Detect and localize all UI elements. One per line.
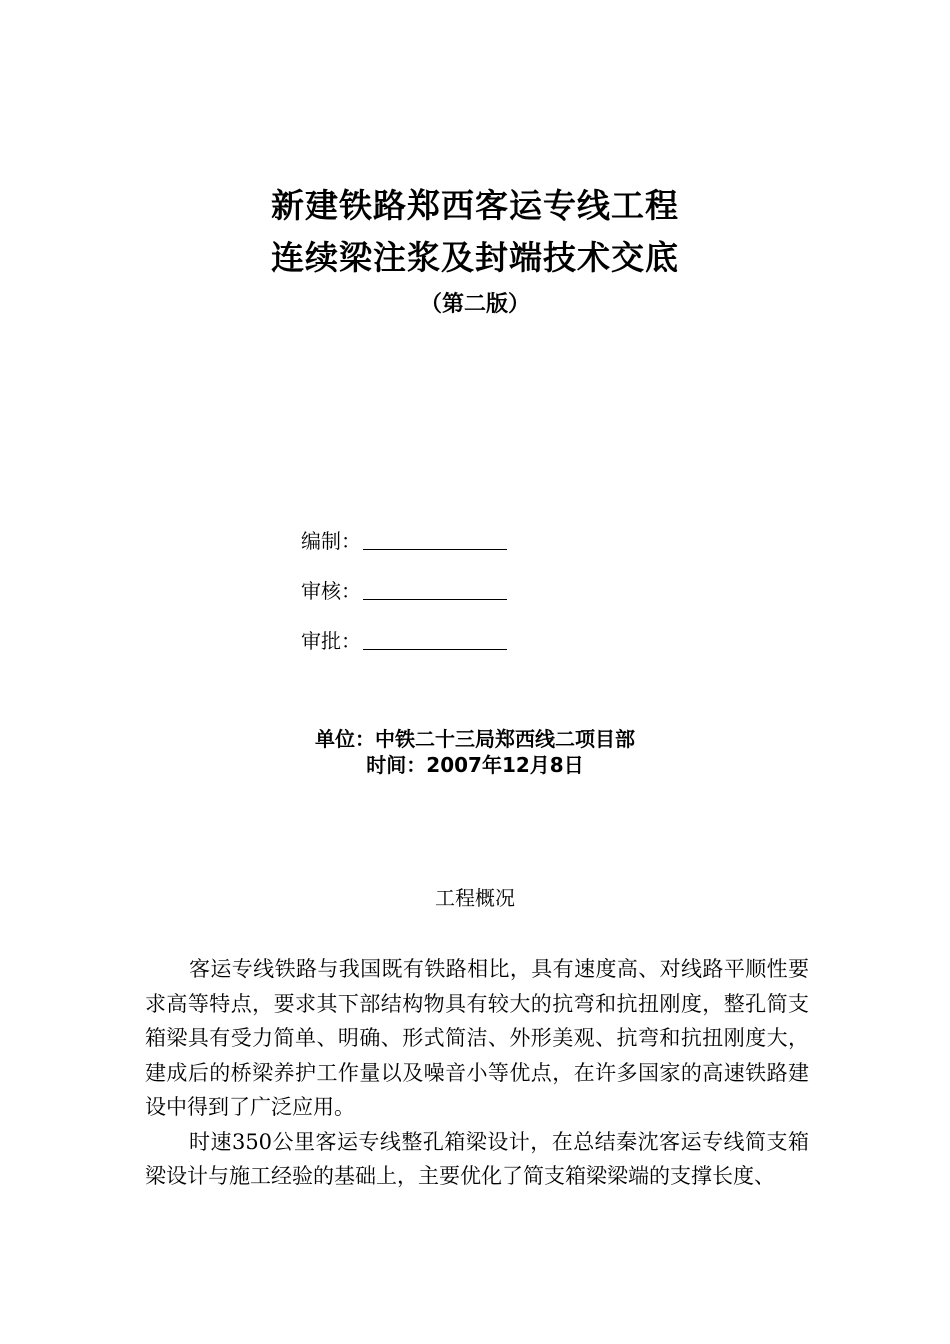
document-title-line-1: 新建铁路郑西客运专线工程 <box>271 186 679 225</box>
section-heading: 工程概况 <box>435 886 515 910</box>
document-title-line-2: 连续梁注浆及封端技术交底 <box>271 238 679 277</box>
signature-blank-line <box>363 529 507 550</box>
signature-blank-line <box>363 579 507 600</box>
body-paragraph: 时速350公里客运专线整孔箱梁设计，在总结秦沈客运专线简支箱梁设计与施工经验的基础上，主要优化了简支箱梁梁端的支撑长度、 <box>145 1129 809 1188</box>
signature-row-approved <box>301 624 507 654</box>
signature-row-reviewed <box>301 574 507 604</box>
document-date: 时间：2007年12月8日 <box>366 753 584 777</box>
body-paragraph: 客运专线铁路与我国既有铁路相比，具有速度高、对线路平顺性要求高等特点，要求其下部结构物具有较大的抗弯和抗扭刚度，整孔简支箱梁具有受力简单、明确、形式简洁、外形美观、抗弯和抗扭刚度大，建成后的桥梁养护工作量以及噪音小等优点，在许多国家的高速铁路建设中得到了广泛应用。 <box>145 957 809 1119</box>
edition-label: （第二版） <box>419 292 530 317</box>
signature-label: 编制： <box>301 529 361 553</box>
organization-unit: 单位：中铁二十三局郑西线二项目部 <box>315 727 635 751</box>
signature-row-prepared <box>301 524 507 554</box>
section-body <box>145 952 809 1194</box>
signature-label: 审核： <box>301 579 361 603</box>
signature-label: 审批： <box>301 629 361 653</box>
signature-blank-line <box>363 629 507 650</box>
